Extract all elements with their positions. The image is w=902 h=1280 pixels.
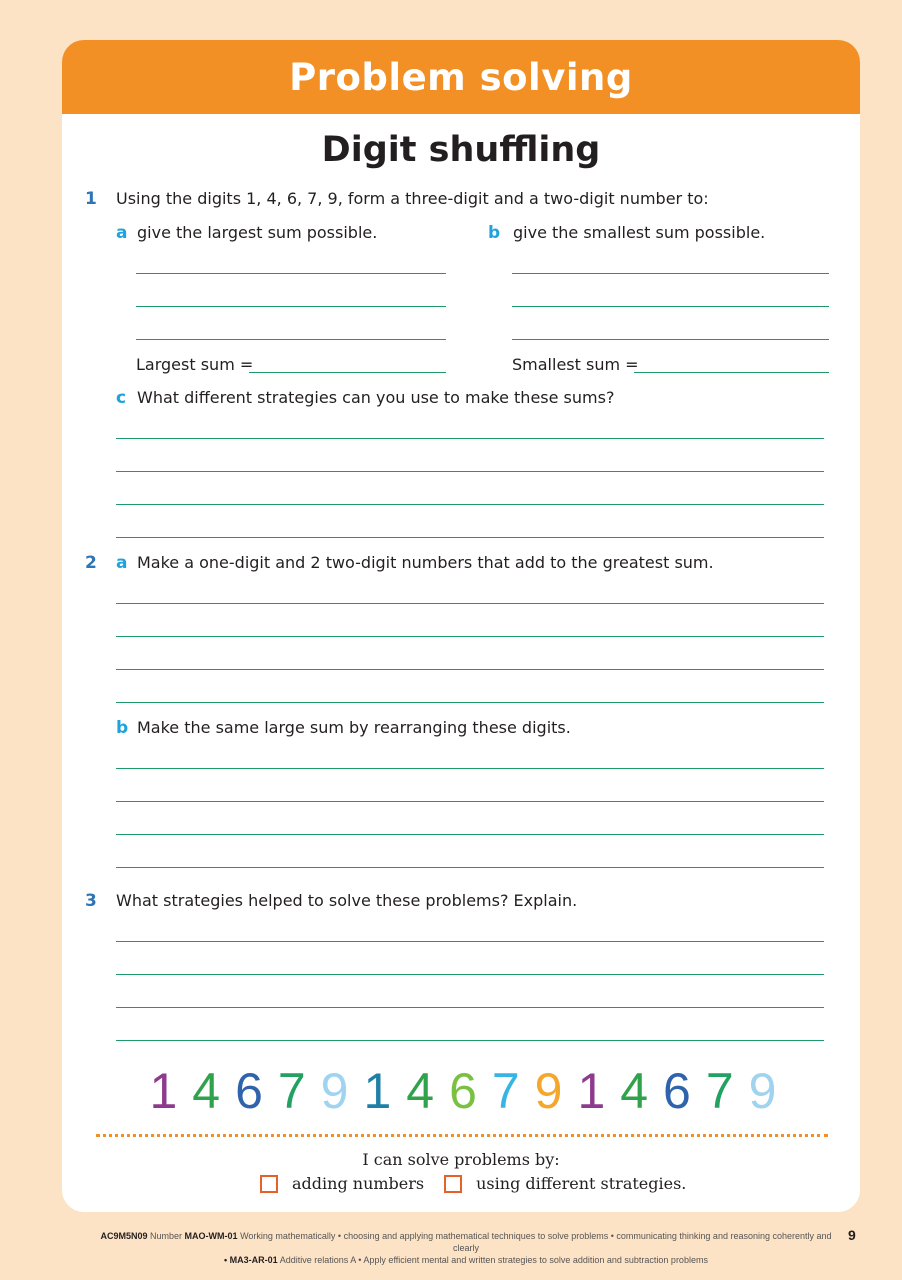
- strip-digit: 6: [663, 1063, 691, 1119]
- strip-digit: 1: [149, 1063, 178, 1119]
- question-2b-label: b: [116, 718, 129, 738]
- question-2a-text: Make a one-digit and 2 two-digit numbers that add to the greatest sum.: [137, 553, 714, 572]
- answer-line[interactable]: [116, 768, 824, 769]
- self-check-option-label: using different strategies.: [476, 1174, 687, 1193]
- question-1-number: 1: [85, 189, 97, 209]
- answer-line[interactable]: [116, 636, 824, 637]
- footer-code: AC9M5N09: [100, 1231, 148, 1241]
- footer-text: Working mathematically • choosing and applying mathematical techniques to solve problems • communicating thinking and reasoning coherently and clearly: [240, 1231, 832, 1253]
- answer-line[interactable]: [116, 603, 824, 604]
- strip-digit: 6: [449, 1063, 477, 1119]
- worksheet-card: [62, 40, 860, 1212]
- strip-digit: 9: [534, 1063, 563, 1119]
- strip-digit: 4: [192, 1063, 221, 1119]
- question-1b-text: give the smallest sum possible.: [513, 223, 766, 242]
- question-2-number: 2: [85, 553, 97, 573]
- question-3-text: What strategies helped to solve these problems? Explain.: [116, 891, 578, 910]
- answer-line[interactable]: [512, 339, 829, 340]
- page-number: 9: [848, 1227, 856, 1243]
- strip-digit: 6: [235, 1063, 263, 1119]
- strip-digit: 9: [748, 1063, 777, 1119]
- question-1c-label: c: [116, 388, 127, 408]
- digit-strip: [142, 1062, 784, 1120]
- dotted-divider: [96, 1134, 828, 1137]
- smallest-sum-label: Smallest sum =: [512, 355, 639, 374]
- answer-line[interactable]: [136, 273, 446, 274]
- question-2a-label: a: [116, 553, 128, 573]
- self-check-option-label: adding numbers: [292, 1174, 425, 1193]
- answer-line[interactable]: [136, 339, 446, 340]
- strip-digit: 4: [620, 1063, 649, 1119]
- strip-digit: 7: [277, 1063, 306, 1119]
- question-1c-text: What different strategies can you use to make these sums?: [137, 388, 615, 407]
- header-banner: [62, 40, 860, 114]
- answer-line[interactable]: [116, 1007, 824, 1008]
- checkbox-different-strategies[interactable]: [444, 1175, 462, 1193]
- largest-sum-label: Largest sum =: [136, 355, 254, 374]
- footer-text: Additive relations A • Apply efficient mental and written strategies to solve addition and subtraction problems: [279, 1255, 708, 1265]
- answer-line[interactable]: [512, 273, 829, 274]
- self-check-options: [260, 1174, 686, 1193]
- strip-digit: 7: [705, 1063, 734, 1119]
- checkbox-adding-numbers[interactable]: [260, 1175, 278, 1193]
- strip-digit: 1: [577, 1063, 606, 1119]
- answer-line[interactable]: [136, 306, 446, 307]
- strip-digit: 9: [320, 1063, 349, 1119]
- answer-line[interactable]: [116, 834, 824, 835]
- answer-line[interactable]: [116, 974, 824, 975]
- question-1a-text: give the largest sum possible.: [137, 223, 378, 242]
- footer-code: MAO-WM-01: [184, 1231, 238, 1241]
- answer-line[interactable]: [512, 306, 829, 307]
- self-check-heading: I can solve problems by:: [362, 1150, 560, 1169]
- footer-text: Number: [150, 1231, 183, 1241]
- smallest-sum-answer-line[interactable]: [634, 372, 829, 373]
- strip-digit: 7: [491, 1063, 520, 1119]
- strip-digit: 1: [363, 1063, 392, 1119]
- answer-line[interactable]: [116, 669, 824, 670]
- largest-sum-answer-line[interactable]: [249, 372, 446, 373]
- question-3-number: 3: [85, 891, 97, 911]
- answer-line[interactable]: [116, 438, 824, 439]
- curriculum-footer: [96, 1230, 836, 1266]
- question-1a-label: a: [116, 223, 128, 243]
- answer-line[interactable]: [116, 504, 824, 505]
- answer-line[interactable]: [116, 941, 824, 942]
- page-title: Digit shuffling: [321, 130, 601, 170]
- answer-line[interactable]: [116, 537, 824, 538]
- answer-line[interactable]: [116, 471, 824, 472]
- footer-code: • MA3-AR-01: [224, 1255, 278, 1265]
- strip-digit: 4: [406, 1063, 435, 1119]
- answer-line[interactable]: [116, 702, 824, 703]
- question-2b-text: Make the same large sum by rearranging these digits.: [137, 718, 571, 737]
- answer-line[interactable]: [116, 867, 824, 868]
- answer-line[interactable]: [116, 1040, 824, 1041]
- question-1-text: Using the digits 1, 4, 6, 7, 9, form a three-digit and a two-digit number to:: [116, 189, 709, 208]
- answer-line[interactable]: [116, 801, 824, 802]
- question-1b-label: b: [488, 223, 501, 243]
- header-title: Problem solving: [289, 55, 633, 99]
